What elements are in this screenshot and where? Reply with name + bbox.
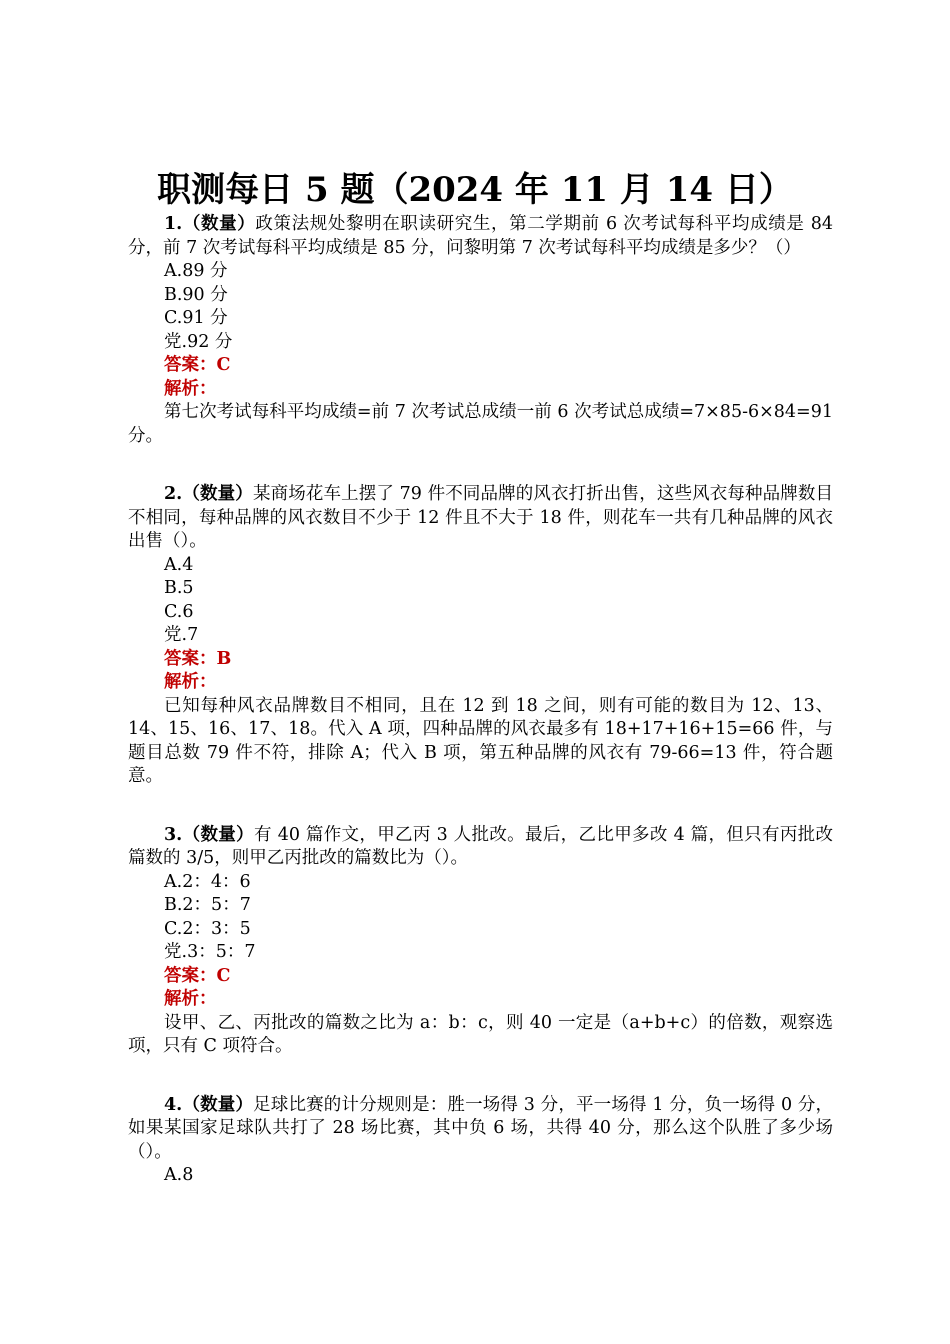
option-a: A.8 — [164, 1165, 194, 1185]
question-number: 2. — [164, 484, 183, 504]
question-text: 某商场花车上摆了 79 件不同品牌的风衣打折出售，这些风衣每种品牌数目不相同，每种品牌的风衣数目不少于 12 件且不大于 18 件，则花车一共有几种品牌的风衣出售（）。 — [128, 484, 833, 551]
question-stem — [128, 1094, 833, 1165]
question-2 — [128, 483, 833, 789]
question-number: 1. — [164, 214, 183, 234]
analysis-label: 解析： — [164, 989, 217, 1009]
question-stem — [128, 824, 833, 871]
question-tag: （数量） — [182, 824, 254, 845]
option-d: 党.7 — [164, 625, 199, 645]
analysis-label: 解析： — [164, 378, 217, 399]
analysis-label: 解析： — [164, 672, 217, 692]
option-c: C.6 — [164, 601, 194, 622]
answer: 答案：B — [164, 648, 232, 669]
analysis-text: 已知每种风衣品牌数目不相同，且在 12 到 18 之间，则有可能的数目为 12、13、14、15、16、17、18。代入 A 项，四种品牌的风衣最多有 18+17+16+15=66 件，与题目总数 79 件不符，排除 A；代入 B 项，第五种品牌的风衣有 79-66=13 件，符合题意。 — [128, 695, 833, 786]
question-number: 4. — [164, 1094, 183, 1115]
answer: 答案：C — [164, 355, 231, 375]
option-b: B.5 — [164, 578, 194, 598]
question-text: 足球比赛的计分规则是：胜一场得 3 分，平一场得 1 分，负一场得 0 分，如果某国家足球队共打了 28 场比赛，其中负 6 场，共得 40 分，那么这个队胜了多少场（）。 — [128, 1094, 833, 1162]
option-a: A.4 — [164, 554, 194, 575]
analysis-text: 第七次考试每科平均成绩=前 7 次考试总成绩一前 6 次考试总成绩=7×85-6×84=91 分。 — [128, 402, 833, 446]
question-list — [128, 213, 833, 1223]
option-d: 党.92 分 — [164, 331, 233, 352]
question-text: 政策法规处黎明在职读研究生，第二学期前 6 次考试每科平均成绩是 84 分，前 7 次考试每科平均成绩是 85 分，问黎明第 7 次考试每科平均成绩是多少？（） — [128, 214, 833, 258]
question-number: 3. — [164, 824, 183, 845]
page-title: 职测每日 5 题（2024 年 11 月 14 日） — [157, 170, 793, 210]
option-c: C.2：3：5 — [164, 918, 251, 939]
question-1 — [128, 213, 833, 448]
option-a: A.89 分 — [164, 261, 228, 281]
option-a: A.2：4：6 — [164, 871, 251, 892]
question-text: 有 40 篇作文，甲乙丙 3 人批改。最后，乙比甲多改 4 篇，但只有丙批改篇数的 3/5，则甲乙丙批改的篇数比为（）。 — [128, 824, 833, 868]
question-stem — [128, 483, 833, 554]
option-b: B.90 分 — [164, 284, 228, 305]
question-4 — [128, 1094, 833, 1188]
option-c: C.91 分 — [164, 308, 228, 328]
question-tag: （数量） — [182, 214, 256, 234]
option-d: 党.3：5：7 — [164, 942, 256, 962]
question-3 — [128, 824, 833, 1059]
answer: 答案：C — [164, 965, 231, 986]
analysis-text: 设甲、乙、丙批改的篇数之比为 a：b：c，则 40 一定是（a+b+c）的倍数，观察选项，只有 C 项符合。 — [128, 1012, 833, 1056]
question-tag: （数量） — [182, 1094, 254, 1115]
option-b: B.2：5：7 — [164, 895, 251, 915]
question-stem — [128, 213, 833, 260]
question-tag: （数量） — [182, 484, 253, 504]
